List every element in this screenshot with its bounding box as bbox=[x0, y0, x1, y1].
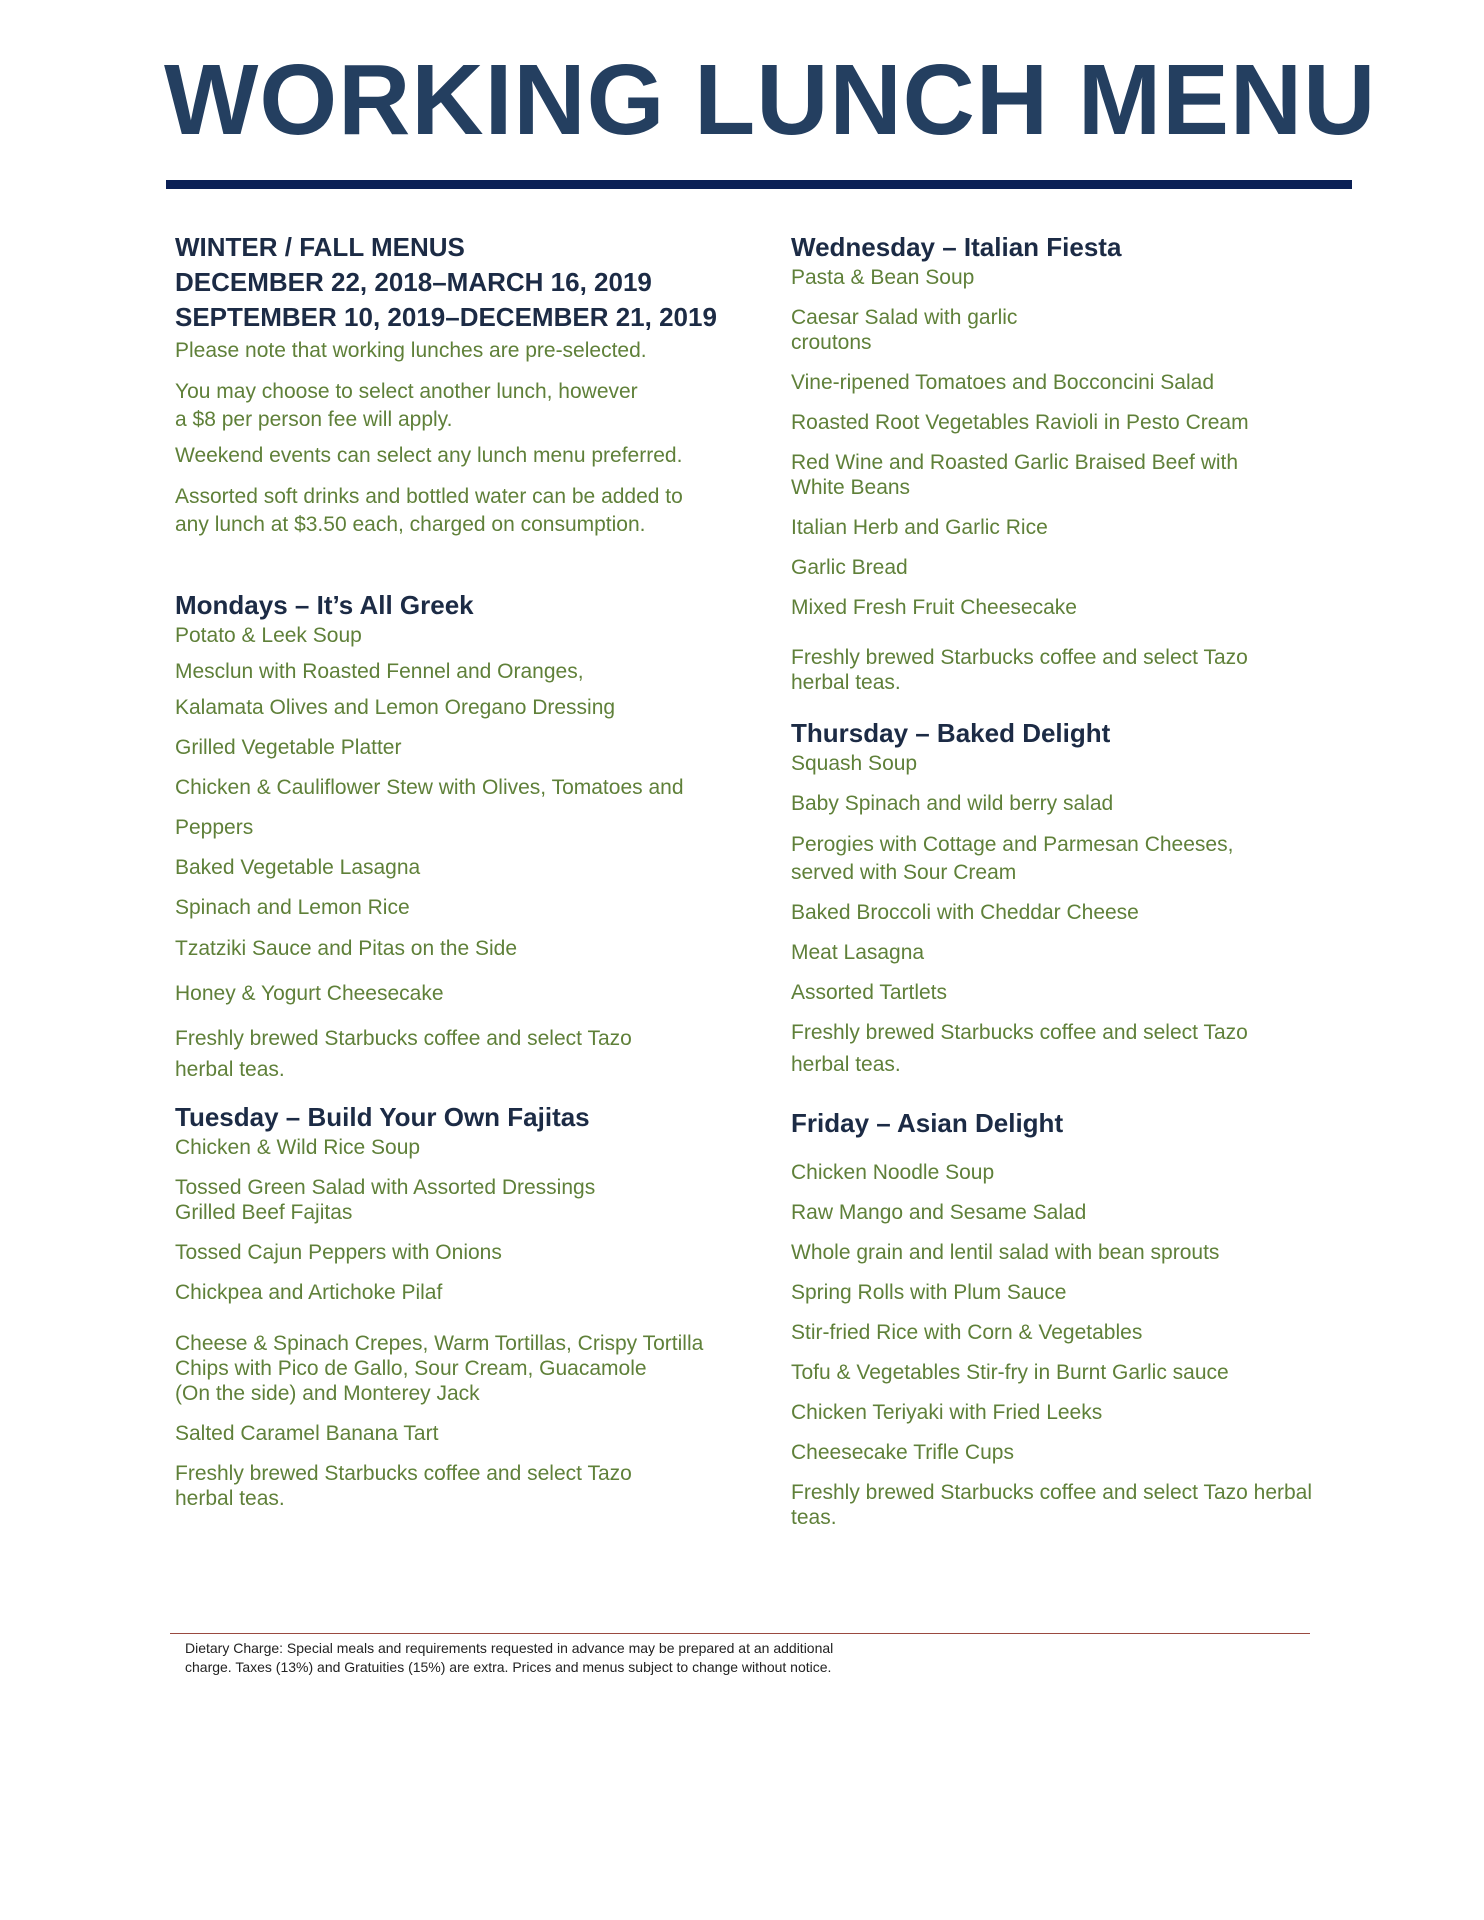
menu-item: Garlic Bread bbox=[791, 556, 908, 579]
menu-item: herbal teas. bbox=[175, 1058, 285, 1081]
menu-item: Freshly brewed Starbucks coffee and select Tazo bbox=[175, 1027, 632, 1050]
menu-item: Salted Caramel Banana Tart bbox=[175, 1422, 439, 1445]
date-range-1: DECEMBER 22, 2018–MARCH 16, 2019 bbox=[175, 267, 652, 297]
menu-item: Perogies with Cottage and Parmesan Cheeses, served with Sour Cream bbox=[791, 833, 1234, 884]
footer-disclaimer: Dietary Charge: Special meals and requirements requested in advance may be prepared at an additional charge. Taxes (13%) and Gratuities (15%) are extra. Prices and menus subject to change without notice. bbox=[185, 1640, 834, 1675]
menu-item: Peppers bbox=[175, 816, 254, 839]
tuesday-menu bbox=[175, 1100, 755, 1511]
menu-title: Tuesday – Build Your Own Fajitas bbox=[175, 1102, 590, 1132]
left-column bbox=[175, 230, 755, 1511]
menu-item: Freshly brewed Starbucks coffee and select Tazo bbox=[791, 1021, 1248, 1044]
note-weekend: Weekend events can select any lunch menu preferred. bbox=[175, 444, 683, 467]
wednesday-menu bbox=[791, 230, 1351, 695]
menu-item: Raw Mango and Sesame Salad bbox=[791, 1201, 1087, 1224]
menu-item: Spinach and Lemon Rice bbox=[175, 896, 410, 919]
monday-menu bbox=[175, 588, 755, 1082]
menu-item: Chicken & Cauliflower Stew with Olives, Tomatoes and bbox=[175, 776, 684, 799]
menu-title: Friday – Asian Delight bbox=[791, 1108, 1064, 1138]
menu-item: Freshly brewed Starbucks coffee and select Tazo herbal teas. bbox=[791, 646, 1248, 694]
menu-item: Baked Broccoli with Cheddar Cheese bbox=[791, 901, 1139, 924]
menu-item: Cheesecake Trifle Cups bbox=[791, 1441, 1014, 1464]
menu-item: Kalamata Olives and Lemon Oregano Dressing bbox=[175, 696, 616, 719]
menu-item: Assorted Tartlets bbox=[791, 981, 948, 1004]
menu-item: Tossed Cajun Peppers with Onions bbox=[175, 1241, 502, 1264]
menu-item: Chicken Teriyaki with Fried Leeks bbox=[791, 1401, 1103, 1424]
menu-item: herbal teas. bbox=[791, 1053, 901, 1076]
menu-item: Spring Rolls with Plum Sauce bbox=[791, 1281, 1067, 1304]
right-column bbox=[791, 230, 1351, 1530]
note-drinks: Assorted soft drinks and bottled water can be added to any lunch at $3.50 each, charged on consumption. bbox=[175, 485, 683, 536]
menu-item: Baked Vegetable Lasagna bbox=[175, 856, 421, 879]
menu-item: Whole grain and lentil salad with bean sprouts bbox=[791, 1241, 1220, 1264]
menu-item: Meat Lasagna bbox=[791, 941, 925, 964]
menu-item: Red Wine and Roasted Garlic Braised Beef with White Beans bbox=[791, 451, 1239, 499]
menu-item: Chicken Noodle Soup bbox=[791, 1161, 995, 1184]
menu-item: Freshly brewed Starbucks coffee and select Tazo herbal teas. bbox=[791, 1481, 1313, 1529]
thursday-menu bbox=[791, 716, 1351, 1077]
menu-item: Caesar Salad with garlic croutons bbox=[791, 306, 1018, 354]
title-divider bbox=[166, 180, 1352, 189]
date-range-2: SEPTEMBER 10, 2019–DECEMBER 21, 2019 bbox=[175, 302, 717, 332]
menu-item: Mesclun with Roasted Fennel and Oranges, bbox=[175, 660, 584, 683]
menu-item: Mixed Fresh Fruit Cheesecake bbox=[791, 596, 1077, 619]
page-title: WORKING LUNCH MENU bbox=[164, 44, 1377, 156]
menu-item: Tossed Green Salad with Assorted Dressings Grilled Beef Fajitas bbox=[175, 1176, 596, 1224]
note-fee: You may choose to select another lunch, however a $8 per person fee will apply. bbox=[175, 380, 638, 431]
menu-item: Freshly brewed Starbucks coffee and select Tazo herbal teas. bbox=[175, 1462, 632, 1510]
menu-item: Honey & Yogurt Cheesecake bbox=[175, 982, 444, 1005]
menu-item: Chickpea and Artichoke Pilaf bbox=[175, 1281, 443, 1304]
menu-item: Stir-fried Rice with Corn & Vegetables bbox=[791, 1321, 1143, 1344]
menu-item: Baby Spinach and wild berry salad bbox=[791, 792, 1114, 815]
menu-item: Squash Soup bbox=[791, 752, 918, 775]
intro-section bbox=[175, 230, 755, 539]
menu-item: Cheese & Spinach Crepes, Warm Tortillas, Crispy Tortilla Chips with Pico de Gallo, Sour Cream, Guacamole (On the side) and Monterey Jack bbox=[175, 1332, 704, 1405]
menu-item: Tofu & Vegetables Stir-fry in Burnt Garlic sauce bbox=[791, 1361, 1229, 1384]
menu-item: Tzatziki Sauce and Pitas on the Side bbox=[175, 937, 518, 960]
menu-title: Mondays – It’s All Greek bbox=[175, 590, 474, 620]
footer-divider bbox=[170, 1633, 1310, 1634]
menu-item: Potato & Leek Soup bbox=[175, 624, 362, 647]
friday-menu bbox=[791, 1106, 1351, 1530]
menu-item: Pasta & Bean Soup bbox=[791, 266, 975, 289]
menu-title: Thursday – Baked Delight bbox=[791, 718, 1111, 748]
menu-title: Wednesday – Italian Fiesta bbox=[791, 232, 1122, 262]
menu-item: Grilled Vegetable Platter bbox=[175, 736, 402, 759]
menu-item: Vine-ripened Tomatoes and Bocconcini Salad bbox=[791, 371, 1215, 394]
note-preselected: Please note that working lunches are pre-selected. bbox=[175, 339, 647, 362]
menu-item: Chicken & Wild Rice Soup bbox=[175, 1136, 421, 1159]
menu-item: Roasted Root Vegetables Ravioli in Pesto Cream bbox=[791, 411, 1249, 434]
season-heading: WINTER / FALL MENUS bbox=[175, 232, 465, 262]
menu-item: Italian Herb and Garlic Rice bbox=[791, 516, 1048, 539]
